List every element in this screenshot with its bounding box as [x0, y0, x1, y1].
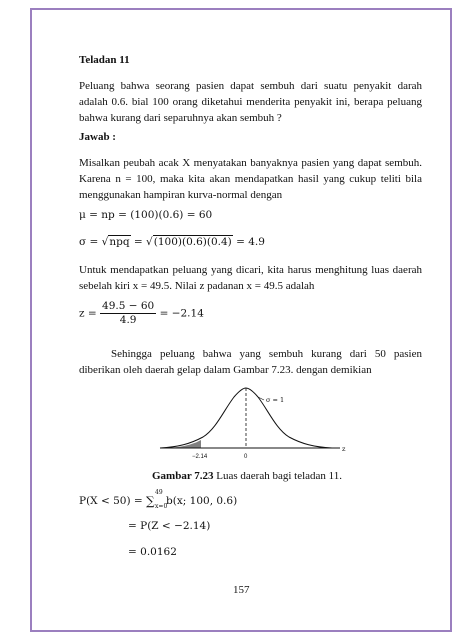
- tick-zero: 0: [244, 454, 248, 460]
- sigma-label: σ = 1: [266, 396, 285, 404]
- result-line-1: [79, 489, 238, 510]
- sqrt-sign: √: [101, 236, 109, 248]
- caption-text: Luas daerah bagi teladan 11.: [213, 470, 343, 482]
- sqrt-product: (100)(0.6)(0.4): [153, 236, 232, 248]
- tick-minus-2-14: −2.14: [192, 454, 208, 460]
- answer-heading: Jawab :: [79, 131, 116, 143]
- sqrt-npq: npq: [109, 236, 130, 248]
- equation-z: [79, 300, 204, 327]
- sigma-mid: =: [130, 236, 147, 248]
- normal-curve-figure: [158, 382, 348, 462]
- solution-intro: Misalkan peubah acak X menyatakan banyaknya pasien yang dapat sembuh. Karena n = 100, maka kita akan mendapatkan hasil yang cukup teliti bila menggunakan hampiran kurva-normal dengan: [79, 157, 422, 201]
- page-number: 157: [233, 584, 250, 596]
- caption-label: Gambar 7.23: [152, 470, 214, 482]
- shaded-region-text: Sehingga peluang bahwa yang sembuh kurang dari 50 pasien diberikan oleh daerah gelap dalam Gambar 7.23. dengan demikian: [79, 348, 422, 376]
- z-intro: Untuk mendapatkan peluang yang dicari, kita harus menghitung luas daerah sebelah kiri x = 49.5. Nilai z padanan x = 49.5 adalah: [79, 264, 422, 292]
- result-binomial: b(x; 100, 0.6): [166, 495, 238, 507]
- z-rhs: = −2.14: [156, 307, 204, 320]
- result-lhs: P(X < 50) =: [79, 495, 147, 507]
- sigma-lhs: σ =: [79, 236, 102, 248]
- z-fraction: [100, 300, 156, 327]
- problem-text: Peluang bahwa seorang pasien dapat sembuh dari suatu penyakit darah adalah 0.6. bial 100 orang diketahui menderita penyakit ini, berapa peluang bahwa kurang dari separuhnya akan sembuh ?: [79, 80, 422, 124]
- equation-std-dev: [79, 236, 265, 248]
- sum-upper-limit: 49: [155, 489, 163, 496]
- figure-caption: [152, 470, 342, 482]
- equation-mean: μ = np = (100)(0.6) = 60: [79, 209, 213, 221]
- result-line-3: = 0.0162: [128, 546, 177, 558]
- sqrt-sign: √: [146, 236, 153, 248]
- sum-lower-limit: x=0: [155, 503, 168, 510]
- example-title: Teladan 11: [79, 54, 130, 66]
- z-axis-label: z: [342, 445, 346, 453]
- z-denominator: 4.9: [119, 314, 137, 326]
- z-numerator: 49.5 − 60: [102, 300, 155, 312]
- sigma-rhs: = 4.9: [232, 236, 265, 248]
- result-line-2: = P(Z < −2.14): [128, 520, 211, 532]
- sum-symbol: ∑ 49 x=0: [146, 489, 168, 510]
- z-lhs: z =: [79, 307, 101, 320]
